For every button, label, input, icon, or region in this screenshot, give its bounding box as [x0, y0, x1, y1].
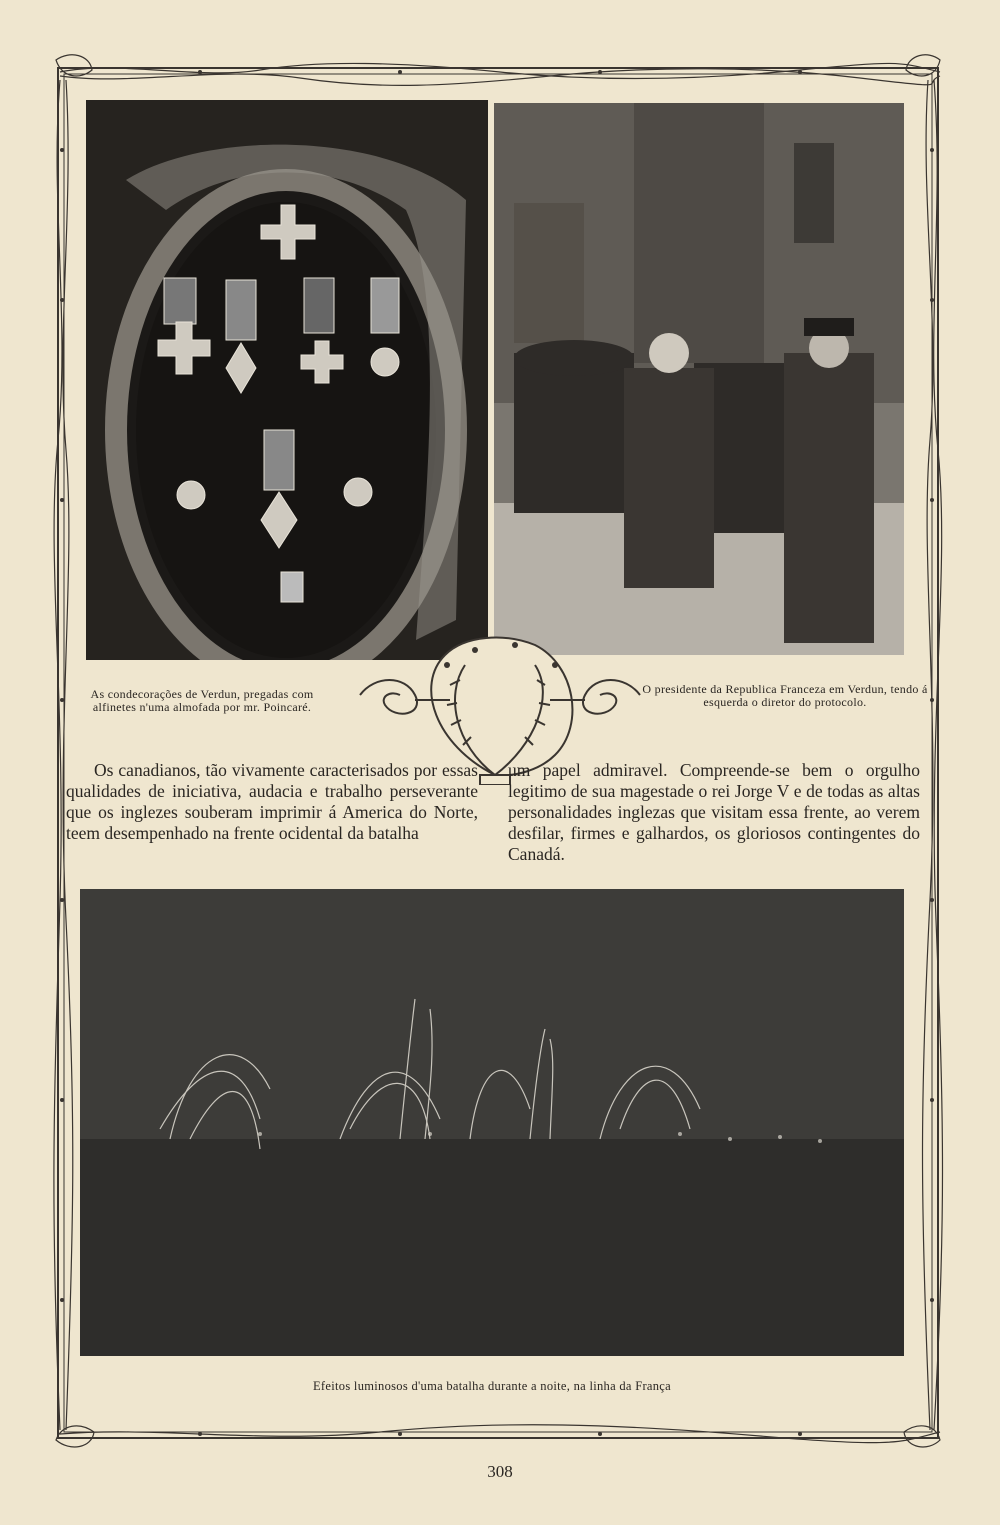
battle-caption: Efeitos luminosos d'uma batalha durante a noite, na linha da França [312, 1379, 671, 1393]
medals-photo [86, 100, 488, 660]
article-left-text: Os canadianos, tão vivamente caracterisados por essas qualidades de iniciativa, audacia e trabalho perseverante que os inglezes souberam imprimir á America do Norte, teem desempenhado na frente ocidental da batalha [66, 760, 478, 843]
medals-caption: As condecorações de Verdun, pregadas com alfinetes n'uma almofada por mr. Poincaré. [90, 687, 314, 714]
president-caption: O presidente da Republica Franceza em Verdun, tendo á esquerda o diretor do protocolo. [642, 682, 928, 709]
battle-photo [80, 889, 904, 1356]
president-photo [494, 103, 904, 655]
article-right-column [508, 760, 920, 865]
article-left-column [66, 760, 478, 844]
article-right-text: um papel admiravel. Compreende-se bem o orgulho legitimo de sua magestade o rei Jorge V e de todas as altas personalidades inglezas que visitam essa frente, ao verem desfilar, firmes e galhardos, os gloriosos contingentes do Canadá. [508, 760, 920, 864]
page-number: 308 [487, 1462, 513, 1481]
